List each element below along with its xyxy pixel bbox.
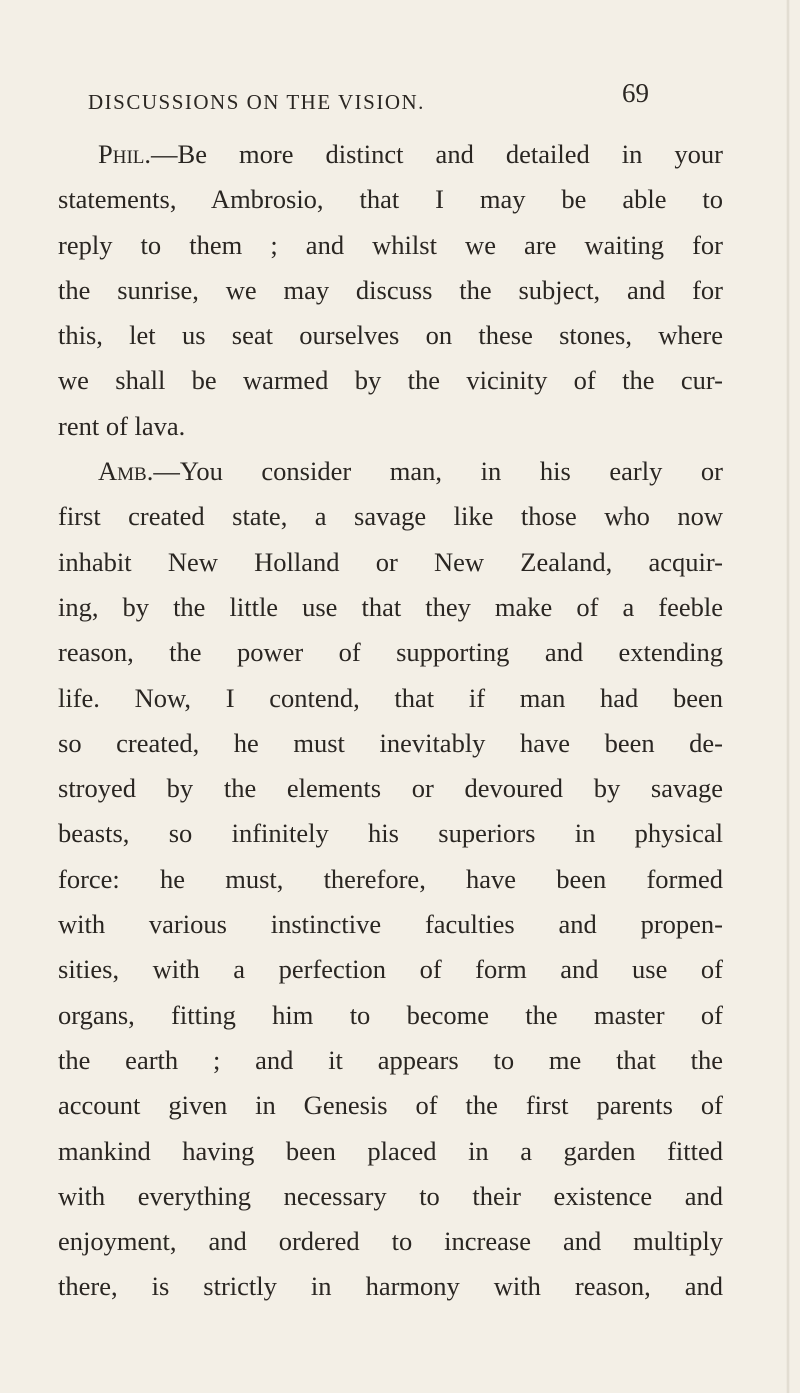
text-line: stroyed by the elements or devoured by savage	[58, 773, 723, 804]
line-text: —You consider man, in his early or	[153, 456, 723, 487]
text-line: we shall be warmed by the vicinity of the cur-	[58, 365, 723, 396]
text-line: with everything necessary to their existence and	[58, 1180, 723, 1211]
line-text: —Be more distinct and detailed in your	[151, 139, 723, 169]
text-line	[58, 132, 723, 177]
text-line: so created, he must inevitably have been de-	[58, 727, 723, 758]
speaker-amb: Amb.	[98, 456, 154, 487]
text-line: the earth ; and it appears to me that the	[58, 1044, 723, 1075]
text-line: inhabit New Holland or New Zealand, acquir-	[58, 546, 723, 577]
text-line: beasts, so infinitely his superiors in physical	[58, 818, 723, 849]
text-line: mankind having been placed in a garden fitted	[58, 1135, 723, 1166]
page-edge-shadow	[786, 0, 790, 1393]
text-line: sities, with a perfection of form and use of	[58, 954, 723, 985]
text-line: life. Now, I contend, that if man had been	[58, 682, 723, 713]
text-line: the sunrise, we may discuss the subject, and for	[58, 274, 723, 305]
text-line: force: he must, therefore, have been formed	[58, 863, 723, 894]
page-number: 69	[622, 78, 649, 108]
running-head: DISCUSSIONS ON THE VISION.	[88, 90, 425, 114]
text-line: this, let us seat ourselves on these stones, where	[58, 320, 723, 351]
text-line: enjoyment, and ordered to increase and multiply	[58, 1226, 723, 1257]
text-line: statements, Ambrosio, that I may be able to	[58, 184, 723, 215]
text-line: organs, fitting him to become the master of	[58, 999, 723, 1030]
text-line: reply to them ; and whilst we are waiting for	[58, 229, 723, 260]
text-line	[58, 449, 723, 494]
text-line: there, is strictly in harmony with reason, and	[58, 1271, 723, 1302]
speaker-phil: Phil.	[98, 139, 152, 169]
text-line: first created state, a savage like those who now	[58, 501, 723, 532]
text-line: with various instinctive faculties and propen-	[58, 909, 723, 940]
text-line: ing, by the little use that they make of a feeble	[58, 591, 723, 622]
text-line: account given in Genesis of the first parents of	[58, 1090, 723, 1121]
body-text	[58, 132, 723, 1310]
text-line: rent of lava.	[58, 410, 186, 441]
text-line: reason, the power of supporting and extending	[58, 637, 723, 668]
